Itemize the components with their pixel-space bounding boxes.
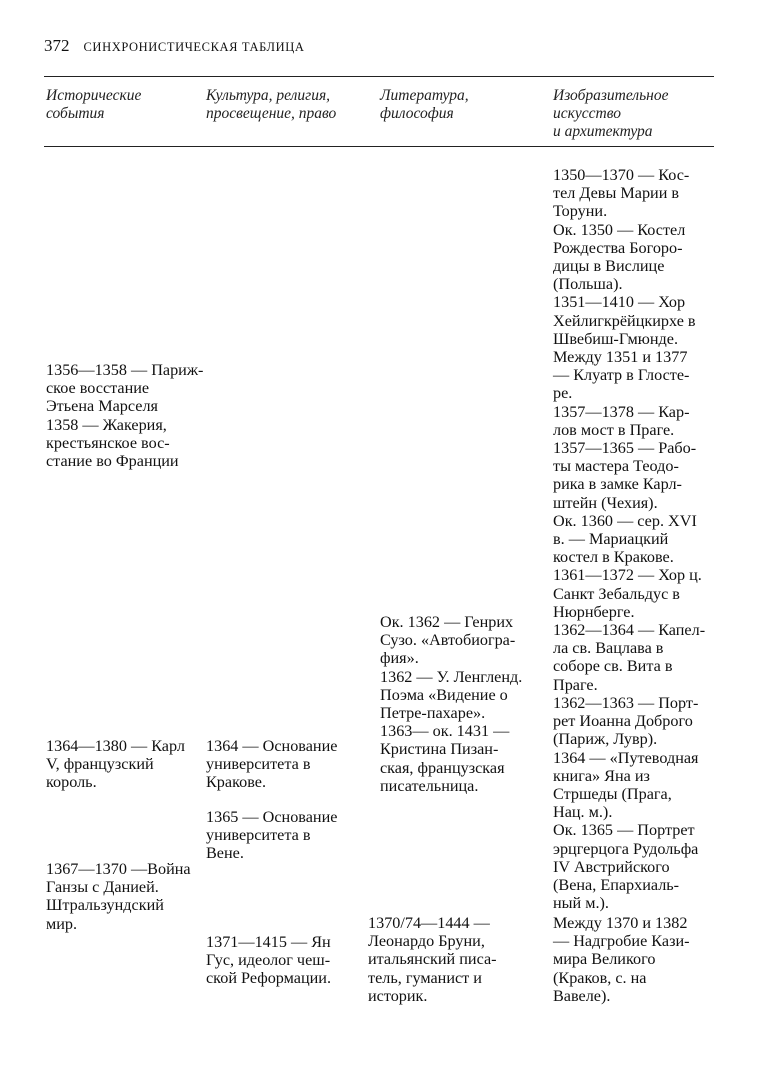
page-number: 372 <box>44 36 70 55</box>
art-entry: 1350—1370 — Кос- тел Девы Марии в Торуни. Ок. 1350 — Костел Рождества Богоро- дицы в Вислице (Польша). 1351—1410 — Хор Хейлигкрёйцкирхе в Швебиш-Гмюнде. Между 1351 и 1377 — Клуатр в Глосте- ре. 1357—1378 — Кар- лов мост в Праге. 1357—1365 — Рабо- ты мастера Теодо- рика в замке Карл- штейн (Чехия). Ок. 1360 — сер. XVI в. — Мариацкий костел в Кракове. 1361—1372 — Хор ц. Санкт Зебальдус в Нюрнберге. 1362—1364 — Капел- ла св. Вацлава в соборе св. Вита в Праге. 1362—1363 — Порт- рет Иоанна Доброго (Париж, Лувр). 1364 — «Путеводная книга» Яна из Стршеды (Прага, Нац. м.). Ок. 1365 — Портрет эрцгерцога Рудольфа IV Австрийского (Вена, Епархиаль- ный м.). <box>553 166 706 913</box>
culture-entry: 1364 — Основание университета в Кракове. <box>206 737 338 792</box>
art-entry: Между 1370 и 1382 — Надгробие Кази- мира Великого (Краков, с. на Вавеле). <box>553 914 690 1005</box>
page-header <box>44 36 305 56</box>
column-header-culture: Культура, религия, просвещение, право <box>206 87 337 122</box>
column-header-art: Изобразительное искусство и архитектура <box>553 87 669 140</box>
history-entry: 1364—1380 — Карл V, французский король. <box>46 737 185 792</box>
column-header-literature: Литература, философия <box>380 87 469 122</box>
running-title: СИНХРОНИСТИЧЕСКАЯ ТАБЛИЦА <box>83 40 305 54</box>
header-bottom-rule <box>44 146 714 147</box>
literature-entry: Ок. 1362 — Генрих Сузо. «Автобиогра- фия». 1362 — У. Ленгленд. Поэма «Видение о Петре-пахаре». 1363— ок. 1431 — Кристина Пизан- ская, французская писательница. <box>380 613 523 795</box>
header-top-rule <box>44 76 714 77</box>
culture-entry: 1371—1415 — Ян Гус, идеолог чеш- ской Реформации. <box>206 933 331 988</box>
history-entry: 1367—1370 —Война Ганзы с Данией. Штральзундский мир. <box>46 860 191 933</box>
literature-entry: 1370/74—1444 — Леонардо Бруни, итальянский писа- тель, гуманист и историк. <box>368 914 497 1005</box>
column-header-history: Исторические события <box>46 87 142 122</box>
history-entry: 1356—1358 — Париж- ское восстание Этьена Марселя 1358 — Жакерия, крестьянское вос- стание во Франции <box>46 361 204 471</box>
culture-entry: 1365 — Основание университета в Вене. <box>206 808 338 863</box>
